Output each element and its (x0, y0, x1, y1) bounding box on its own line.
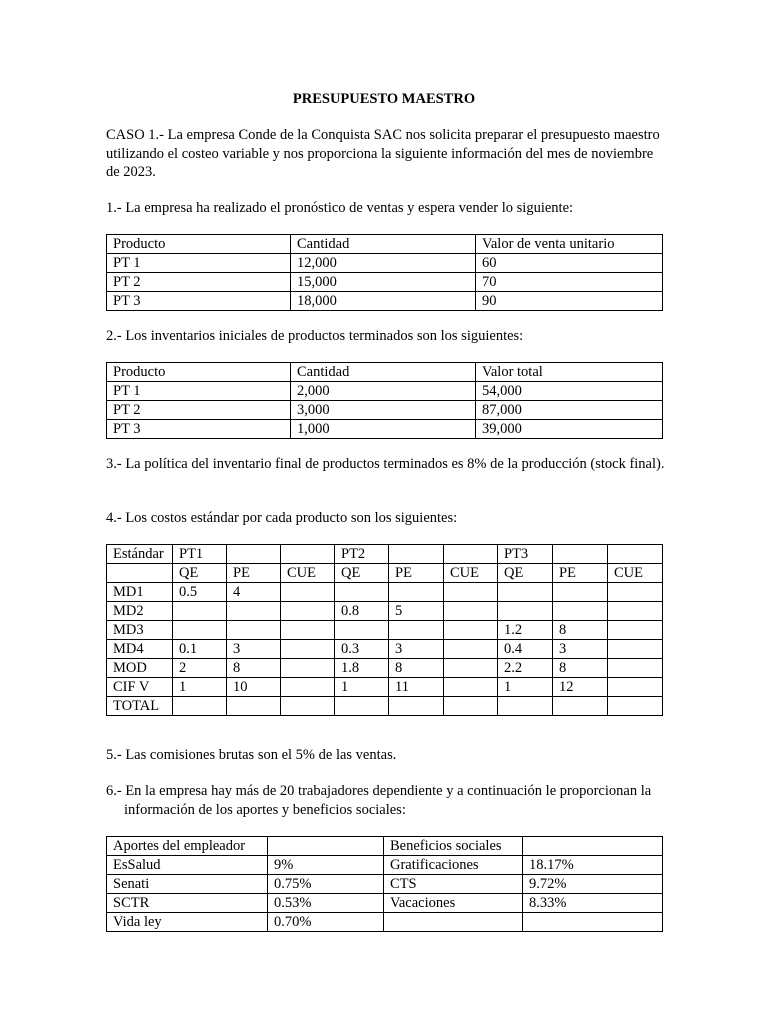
table-row (107, 894, 663, 913)
table-row (107, 292, 663, 311)
table-row (107, 913, 663, 932)
table-row (107, 273, 663, 292)
table-row (107, 254, 663, 273)
table-cell (498, 697, 553, 716)
table-cell (384, 913, 523, 932)
table-cell: 2.2 (498, 659, 553, 678)
table-cell (268, 837, 384, 856)
table-cell: 1 (335, 678, 389, 697)
table-cell: 1 (173, 678, 227, 697)
table-cell: 8.33% (523, 894, 663, 913)
table-row (107, 583, 663, 602)
section-4-text: 4.- Los costos estándar por cada producto son los siguientes: (106, 510, 458, 526)
table-cell: PT3 (498, 545, 553, 564)
standard-costs-table (106, 544, 663, 716)
table-cell (281, 621, 335, 640)
table-cell (281, 602, 335, 621)
table-cell: Senati (107, 875, 268, 894)
table-cell: PE (553, 564, 608, 583)
table-cell: CUE (281, 564, 335, 583)
table-cell: PT 3 (107, 292, 291, 311)
section-1-text: 1.- La empresa ha realizado el pronóstico de ventas y espera vender lo siguiente: (106, 200, 574, 216)
table-cell: PT 2 (107, 273, 291, 292)
table-cell: Vida ley (107, 913, 268, 932)
table-cell (227, 545, 281, 564)
table-cell: 4 (227, 583, 281, 602)
table-cell: 8 (553, 621, 608, 640)
table-cell: 3,000 (291, 401, 476, 420)
table-cell: TOTAL (107, 697, 173, 716)
table-cell: Cantidad (291, 235, 476, 254)
table-cell: 70 (476, 273, 663, 292)
table-cell (107, 564, 173, 583)
table-cell: 60 (476, 254, 663, 273)
table-cell: CUE (444, 564, 498, 583)
table-row (107, 401, 663, 420)
table-row (107, 420, 663, 439)
table-cell: QE (335, 564, 389, 583)
section-6-text: 6.- En la empresa hay más de 20 trabajadores dependiente y a continuación le proporcionan la información de los aportes y beneficios sociales: (106, 783, 652, 818)
table-cell (608, 697, 663, 716)
table-cell: 0.75% (268, 875, 384, 894)
table-cell (608, 640, 663, 659)
table-cell: Valor total (476, 363, 663, 382)
table-cell: 0.1 (173, 640, 227, 659)
table-cell (335, 583, 389, 602)
document-title: PRESUPUESTO MAESTRO (292, 91, 476, 107)
table-row (107, 640, 663, 659)
table-cell (553, 545, 608, 564)
table-cell: 18,000 (291, 292, 476, 311)
table-cell (444, 602, 498, 621)
table-cell: MD4 (107, 640, 173, 659)
table-cell: PT 3 (107, 420, 291, 439)
table-cell: 1.8 (335, 659, 389, 678)
table-row (107, 564, 663, 583)
initial-inventory-table (106, 362, 663, 439)
table-cell: 9.72% (523, 875, 663, 894)
table-row (107, 697, 663, 716)
table-cell: Cantidad (291, 363, 476, 382)
table-cell: 0.5 (173, 583, 227, 602)
table-cell (389, 697, 444, 716)
table-cell: 3 (389, 640, 444, 659)
table-cell (498, 583, 553, 602)
table-cell (608, 659, 663, 678)
table-cell: PT1 (173, 545, 227, 564)
table-cell (444, 545, 498, 564)
table-cell (173, 602, 227, 621)
table-cell: 0.53% (268, 894, 384, 913)
table-cell: 0.8 (335, 602, 389, 621)
table-cell (335, 697, 389, 716)
table-cell (389, 583, 444, 602)
section-2-text: 2.- Los inventarios iniciales de productos terminados son los siguientes: (106, 328, 524, 344)
table-cell (389, 545, 444, 564)
table-cell: CIF V (107, 678, 173, 697)
table-row (107, 621, 663, 640)
table-cell: 0.4 (498, 640, 553, 659)
table-cell: 0.70% (268, 913, 384, 932)
table-cell (444, 678, 498, 697)
table-cell: 54,000 (476, 382, 663, 401)
table-cell (281, 545, 335, 564)
table-header-row (107, 363, 663, 382)
table-cell: QE (173, 564, 227, 583)
table-cell: Valor de venta unitario (476, 235, 663, 254)
table-cell (444, 659, 498, 678)
table-cell: MD3 (107, 621, 173, 640)
table-cell: 0.3 (335, 640, 389, 659)
table-cell: Estándar (107, 545, 173, 564)
table-cell: MOD (107, 659, 173, 678)
table-cell (281, 640, 335, 659)
table-cell (389, 621, 444, 640)
table-cell: Producto (107, 235, 291, 254)
table-cell (227, 697, 281, 716)
table-cell: 2 (173, 659, 227, 678)
table-cell: 87,000 (476, 401, 663, 420)
table-cell: PT 2 (107, 401, 291, 420)
table-cell: Gratificaciones (384, 856, 523, 875)
table-cell: 10 (227, 678, 281, 697)
table-cell (608, 545, 663, 564)
table-cell: 15,000 (291, 273, 476, 292)
table-cell (227, 621, 281, 640)
table-row (107, 875, 663, 894)
table-cell (227, 602, 281, 621)
table-cell: Aportes del empleador (107, 837, 268, 856)
table-cell (444, 697, 498, 716)
table-cell: 90 (476, 292, 663, 311)
table-cell: PE (389, 564, 444, 583)
table-cell (523, 913, 663, 932)
table-cell: 1.2 (498, 621, 553, 640)
table-row (107, 602, 663, 621)
table-cell: 2,000 (291, 382, 476, 401)
table-cell: 8 (553, 659, 608, 678)
table-cell: PE (227, 564, 281, 583)
table-cell: 3 (553, 640, 608, 659)
table-cell (444, 583, 498, 602)
table-row (107, 837, 663, 856)
table-cell (335, 621, 389, 640)
table-cell: PT 1 (107, 254, 291, 273)
table-cell: 11 (389, 678, 444, 697)
table-cell: Vacaciones (384, 894, 523, 913)
table-cell: PT2 (335, 545, 389, 564)
table-cell (281, 697, 335, 716)
table-cell (281, 678, 335, 697)
table-cell: Beneficios sociales (384, 837, 523, 856)
table-cell (173, 697, 227, 716)
table-cell (608, 583, 663, 602)
table-cell (444, 621, 498, 640)
table-cell: EsSalud (107, 856, 268, 875)
table-cell (173, 621, 227, 640)
table-cell: 8 (227, 659, 281, 678)
contributions-benefits-table (106, 836, 663, 932)
table-row (107, 545, 663, 564)
table-cell (281, 659, 335, 678)
section-5-text: 5.- Las comisiones brutas son el 5% de las ventas. (106, 747, 397, 763)
section-3-text: 3.- La política del inventario final de productos terminados es 8% de la producción (stock final). (106, 456, 665, 472)
table-cell (444, 640, 498, 659)
table-cell: QE (498, 564, 553, 583)
table-cell: 1,000 (291, 420, 476, 439)
case-intro: CASO 1.- La empresa Conde de la Conquista SAC nos solicita preparar el presupuesto maestro utilizando el costeo variable y nos proporciona la siguiente información del mes de noviembre de 2023. (106, 127, 660, 180)
table-cell: 12 (553, 678, 608, 697)
table-cell (281, 583, 335, 602)
table-cell (608, 678, 663, 697)
table-cell: MD2 (107, 602, 173, 621)
table-cell: SCTR (107, 894, 268, 913)
table-cell: PT 1 (107, 382, 291, 401)
table-cell: 8 (389, 659, 444, 678)
table-cell: CTS (384, 875, 523, 894)
table-row (107, 856, 663, 875)
table-cell: MD1 (107, 583, 173, 602)
table-cell (553, 697, 608, 716)
table-cell (608, 621, 663, 640)
table-row (107, 382, 663, 401)
table-cell: 3 (227, 640, 281, 659)
table-cell: 18.17% (523, 856, 663, 875)
table-cell: 9% (268, 856, 384, 875)
table-cell (523, 837, 663, 856)
table-cell: 39,000 (476, 420, 663, 439)
table-cell (553, 602, 608, 621)
table-cell: 1 (498, 678, 553, 697)
table-row (107, 659, 663, 678)
table-header-row (107, 235, 663, 254)
table-cell: CUE (608, 564, 663, 583)
table-cell (498, 602, 553, 621)
sales-forecast-table (106, 234, 663, 311)
table-row (107, 678, 663, 697)
table-cell: Producto (107, 363, 291, 382)
table-cell (553, 583, 608, 602)
table-cell: 5 (389, 602, 444, 621)
table-cell (608, 602, 663, 621)
table-cell: 12,000 (291, 254, 476, 273)
